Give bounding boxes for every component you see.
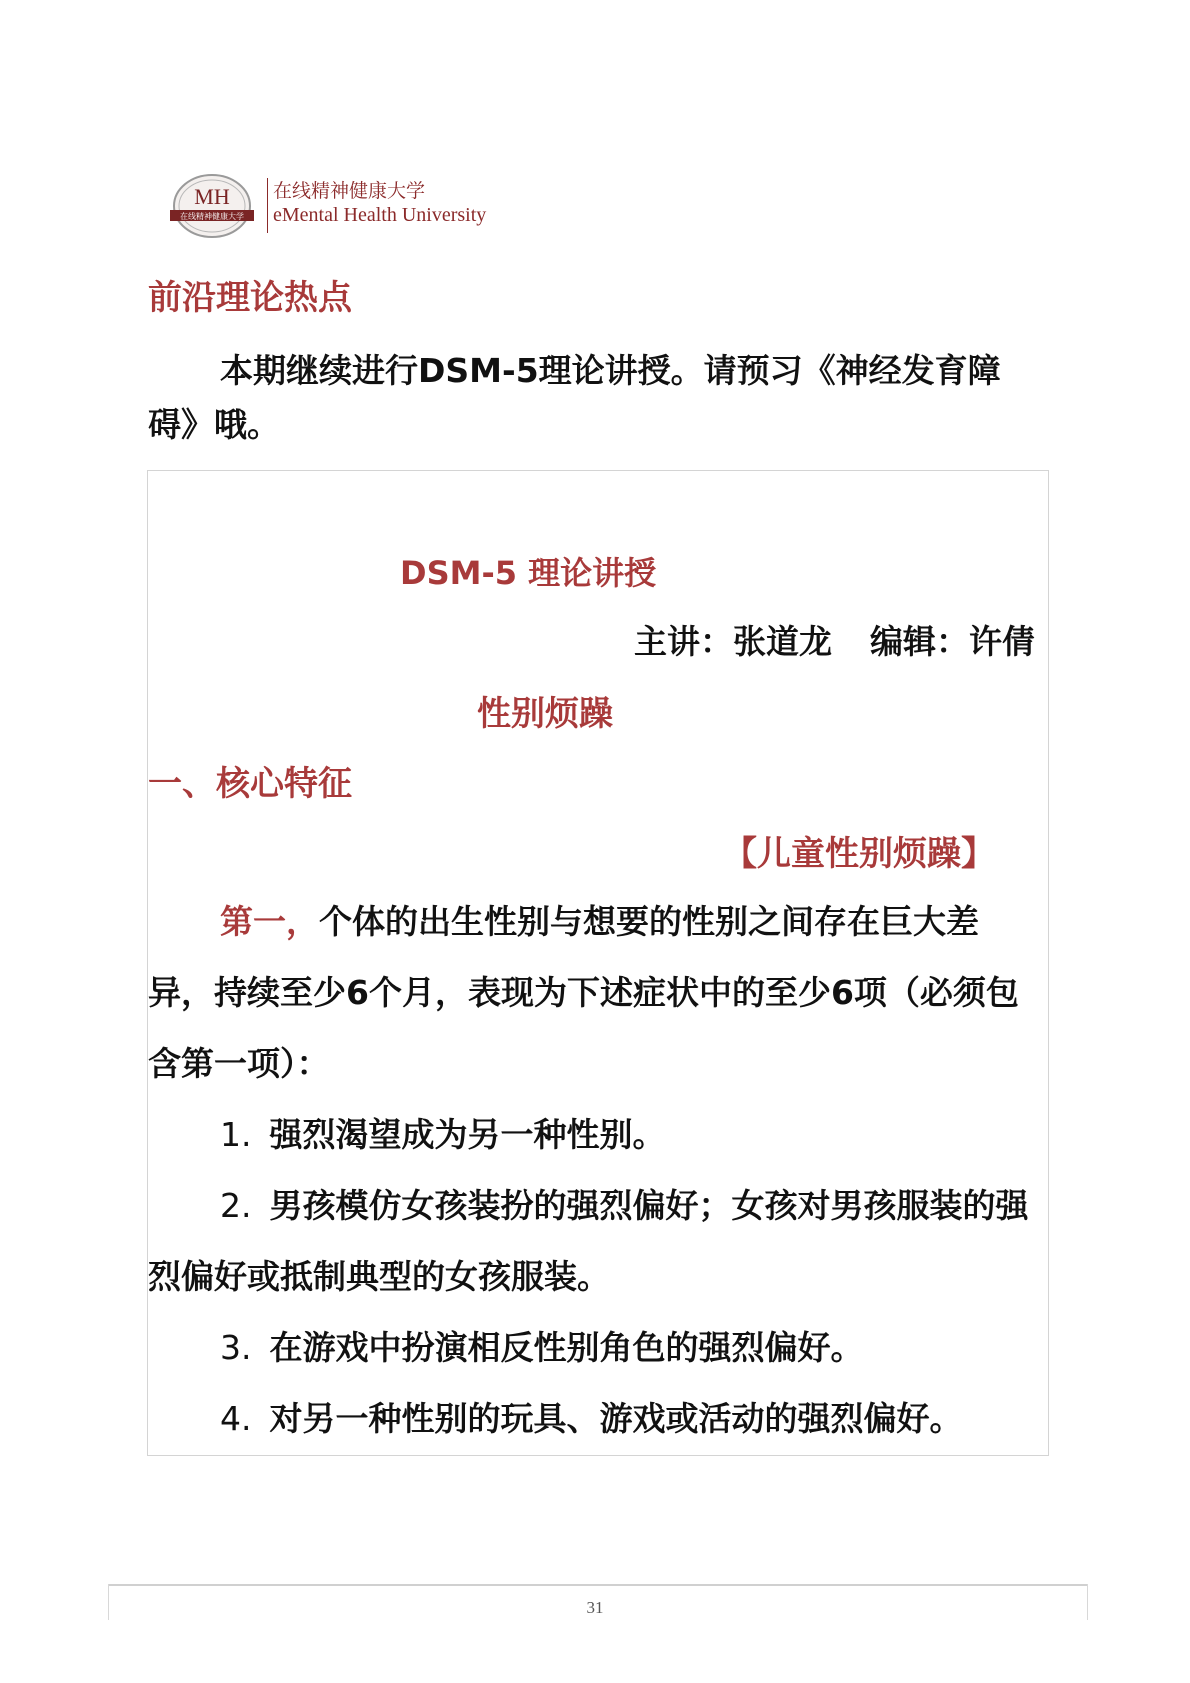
item-text: 强烈渴望成为另一种性别。 [269, 1115, 666, 1154]
logo-name-cn: 在线精神健康大学 [273, 180, 426, 202]
logo-name-en: eMental Health University [273, 204, 487, 226]
item-number: 3. [220, 1328, 252, 1367]
topic-title: 性别烦躁 [477, 694, 613, 734]
criteria-paragraph [148, 886, 1028, 1099]
lecturer: 主讲：张道龙 [634, 622, 832, 661]
intro-paragraph: 本期继续进行DSM-5理论讲授。请预习《神经发育障碍》哦。 [148, 351, 1001, 444]
item-number: 4. [220, 1399, 252, 1438]
criteria-item [148, 1383, 1040, 1454]
item-text: 男孩模仿女孩装扮的强烈偏好；女孩对男孩服装的强烈偏好或抵制典型的女孩服装。 [148, 1186, 1029, 1296]
criteria-lead: 第一， [220, 902, 319, 941]
page-number: 31 [586, 1598, 604, 1617]
section-heading: 一、核心特征 [148, 764, 352, 804]
article-credits [634, 616, 1035, 663]
editor: 编辑：许倩 [870, 622, 1035, 661]
item-number: 2. [220, 1186, 252, 1225]
criteria-body: 个体的出生性别与想要的性别之间存在巨大差异，持续至少6个月，表现为下述症状中的至少6项（必须包含第一项）： [148, 902, 1019, 1083]
item-text: 在游戏中扮演相反性别角色的强烈偏好。 [269, 1328, 864, 1367]
logo-divider [267, 178, 268, 233]
subsection-heading: 【儿童性别烦躁】 [723, 834, 995, 874]
criteria-item [148, 1099, 1040, 1170]
item-text: 对另一种性别的玩具、游戏或活动的强烈偏好。 [269, 1399, 963, 1438]
criteria-item [148, 1312, 1040, 1383]
article-title: DSM-5 理论讲授 [400, 554, 657, 592]
item-number: 1. [220, 1115, 252, 1154]
logo-mark: MH [194, 184, 230, 209]
criteria-item [148, 1170, 1040, 1312]
logo-seal-icon [170, 172, 254, 244]
section-title: 前沿理论热点 [148, 278, 352, 318]
logo-seal-text: 在线精神健康大学 [180, 212, 244, 221]
footer-divider [108, 1584, 1088, 1586]
